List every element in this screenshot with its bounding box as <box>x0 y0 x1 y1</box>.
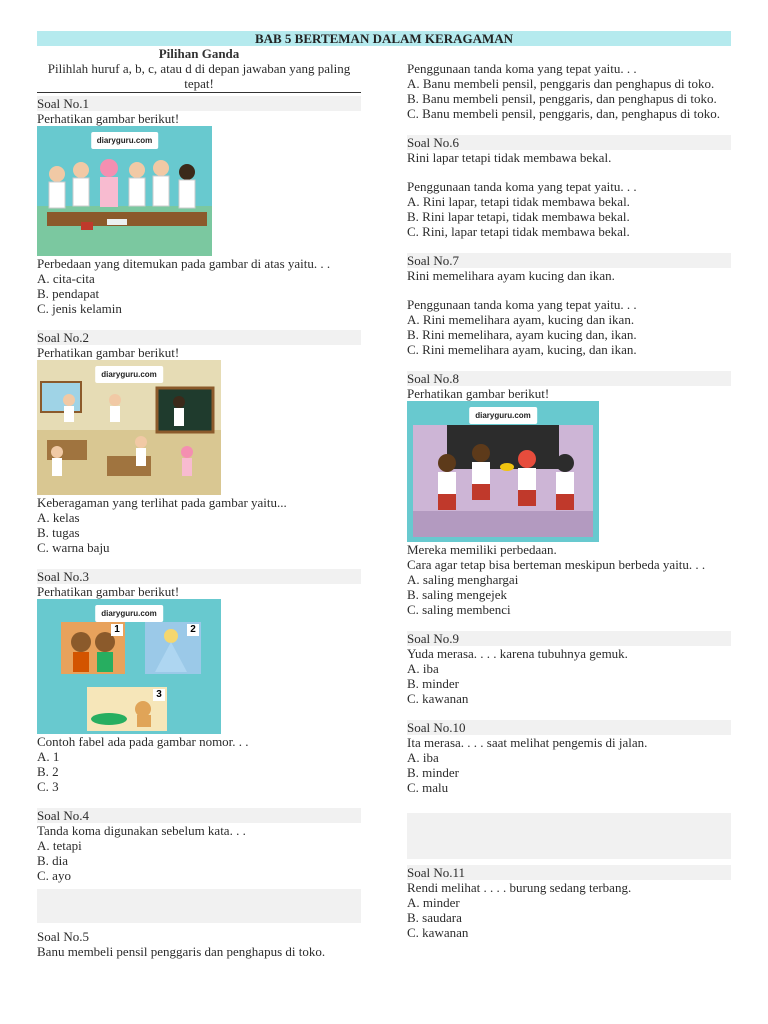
question-8-option[interactable]: C. saling membenci <box>407 602 511 617</box>
question-11-option[interactable]: B. saudara <box>407 910 462 925</box>
picture-number-badge: 3 <box>153 689 165 701</box>
watermark: diaryguru.com <box>91 132 159 149</box>
question-6-text: Penggunaan tanda koma yang tepat yaitu. . . <box>407 179 637 194</box>
question-10-option[interactable]: A. iba <box>407 750 439 765</box>
question-1-intro: Perhatikan gambar berikut! <box>37 111 180 126</box>
question-8-option[interactable]: A. saling menghargai <box>407 572 519 587</box>
cartoon-kids-picture <box>61 622 125 674</box>
question-3-option[interactable]: B. 2 <box>37 764 59 779</box>
question-5-header: Soal No.5 <box>37 929 89 944</box>
question-8-text: Cara agar tetap bisa berteman meskipun berbeda yaitu. . . <box>407 557 706 572</box>
left-column <box>37 46 361 959</box>
question-2-option[interactable]: B. tugas <box>37 525 80 540</box>
question-3-option[interactable]: A. 1 <box>37 749 60 764</box>
question-1-text: Perbedaan yang ditemukan pada gambar di atas yaitu. . . <box>37 256 331 271</box>
question-6-option[interactable]: B. Rini lapar tetapi, tidak membawa bekal. <box>407 209 630 224</box>
question-2-intro: Perhatikan gambar berikut! <box>37 345 180 360</box>
picture-number-badge: 1 <box>111 624 123 636</box>
question-7-text: Penggunaan tanda koma yang tepat yaitu. . . <box>407 297 637 312</box>
students-at-table-illustration <box>37 126 212 256</box>
question-2-text: Keberagaman yang terlihat pada gambar yaitu... <box>37 495 287 510</box>
question-5-text: Penggunaan tanda koma yang tepat yaitu. . . <box>407 61 637 76</box>
question-1-option[interactable]: B. pendapat <box>37 286 100 301</box>
question-9-option[interactable]: C. kawanan <box>407 691 469 706</box>
question-7-option[interactable]: B. Rini memelihara, ayam kucing dan, ikan. <box>407 327 637 342</box>
question-11-option[interactable]: A. minder <box>407 895 460 910</box>
classroom-cleaning-illustration <box>37 360 221 495</box>
question-10-text: Ita merasa. . . . saat melihat pengemis di jalan. <box>407 735 648 750</box>
question-7-option[interactable]: C. Rini memelihara ayam, kucing, dan ikan. <box>407 342 637 357</box>
question-4-option[interactable]: A. tetapi <box>37 838 82 853</box>
question-2-option[interactable]: C. warna baju <box>37 540 110 555</box>
question-1-picture <box>37 126 212 256</box>
question-9-option[interactable]: B. minder <box>407 676 459 691</box>
watermark: diaryguru.com <box>95 366 163 383</box>
question-8-picture <box>407 401 599 542</box>
question-4-header: Soal No.4 <box>37 808 361 823</box>
question-9-text: Yuda merasa. . . . karena tubuhnya gemuk. <box>407 646 628 661</box>
question-8-statement: Mereka memiliki perbedaan. <box>407 542 557 557</box>
chapter-title: BAB 5 BERTEMAN DALAM KERAGAMAN <box>37 31 731 46</box>
question-8-intro: Perhatikan gambar berikut! <box>407 386 550 401</box>
question-5-option[interactable]: B. Banu membeli pensil, penggaris, dan penghapus di toko. <box>407 91 717 106</box>
question-1-option[interactable]: A. cita-cita <box>37 271 95 286</box>
watermark: diaryguru.com <box>95 605 163 622</box>
princess-picture <box>145 622 201 674</box>
question-2-header: Soal No.2 <box>37 330 361 345</box>
blank-band <box>37 889 361 923</box>
question-1-header: Soal No.1 <box>37 96 361 111</box>
question-6-header: Soal No.6 <box>407 135 731 150</box>
four-friends-illustration <box>407 401 599 542</box>
question-10-option[interactable]: C. malu <box>407 780 449 795</box>
question-2-picture <box>37 360 221 495</box>
section-title: Pilihan Ganda <box>158 46 240 61</box>
question-5-statement: Banu membeli pensil penggaris dan penghapus di toko. <box>37 944 326 959</box>
question-10-option[interactable]: B. minder <box>407 765 459 780</box>
question-4-option[interactable]: B. dia <box>37 853 69 868</box>
section-instruction: Pilihlah huruf a, b, c, atau d di depan jawaban yang paling tepat! <box>47 61 351 91</box>
question-11-header: Soal No.11 <box>407 865 731 880</box>
question-3-picture <box>37 599 221 734</box>
question-7-header: Soal No.7 <box>407 253 731 268</box>
question-4-text: Tanda koma digunakan sebelum kata. . . <box>37 823 246 838</box>
question-8-header: Soal No.8 <box>407 371 731 386</box>
question-6-option[interactable]: A. Rini lapar, tetapi tidak membawa bekal. <box>407 194 630 209</box>
right-column <box>407 61 731 940</box>
question-7-statement: Rini memelihara ayam kucing dan ikan. <box>407 268 615 283</box>
question-10-header: Soal No.10 <box>407 720 731 735</box>
question-8-option[interactable]: B. saling mengejek <box>407 587 508 602</box>
question-11-text: Rendi melihat . . . . burung sedang terbang. <box>407 880 632 895</box>
question-3-header: Soal No.3 <box>37 569 361 584</box>
animal-fable-picture <box>87 687 167 731</box>
divider <box>37 92 361 93</box>
question-7-option[interactable]: A. Rini memelihara ayam, kucing dan ikan. <box>407 312 635 327</box>
question-3-intro: Perhatikan gambar berikut! <box>37 584 180 599</box>
picture-number-badge: 2 <box>187 624 199 636</box>
question-4-option[interactable]: C. ayo <box>37 868 71 883</box>
question-9-header: Soal No.9 <box>407 631 731 646</box>
question-6-statement: Rini lapar tetapi tidak membawa bekal. <box>407 150 612 165</box>
question-5-option[interactable]: A. Banu membeli pensil, penggaris dan penghapus di toko. <box>407 76 715 91</box>
question-3-option[interactable]: C. 3 <box>37 779 59 794</box>
blank-band <box>407 813 731 859</box>
question-1-option[interactable]: C. jenis kelamin <box>37 301 122 316</box>
question-11-option[interactable]: C. kawanan <box>407 925 469 940</box>
question-6-option[interactable]: C. Rini, lapar tetapi tidak membawa bekal. <box>407 224 630 239</box>
question-5-option[interactable]: C. Banu membeli pensil, penggaris, dan, penghapus di toko. <box>407 106 721 121</box>
question-2-option[interactable]: A. kelas <box>37 510 80 525</box>
question-9-option[interactable]: A. iba <box>407 661 439 676</box>
question-3-text: Contoh fabel ada pada gambar nomor. . . <box>37 734 249 749</box>
watermark: diaryguru.com <box>469 407 537 424</box>
